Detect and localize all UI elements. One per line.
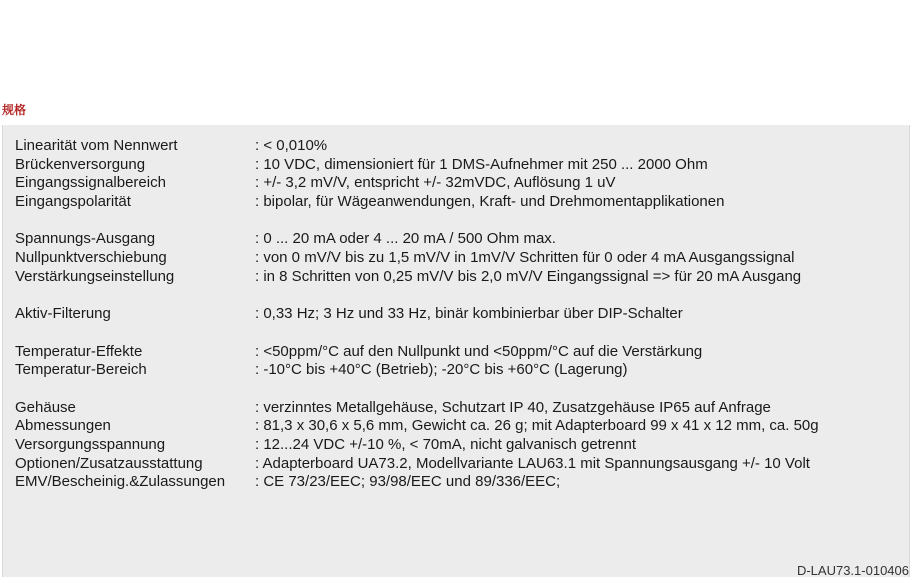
spec-value: : 10 VDC, dimensioniert für 1 DMS-Aufnehmer mit 250 ... 2000 Ohm <box>255 156 708 173</box>
spec-label: Abmessungen <box>15 417 111 434</box>
spec-value: : <50ppm/°C auf den Nullpunkt und <50ppm/°C auf die Verstärkung <box>255 343 703 360</box>
spec-value: : verzinntes Metallgehäuse, Schutzart IP 40, Zusatzgehäuse IP65 auf Anfrage <box>255 399 771 416</box>
spec-value: : von 0 mV/V bis zu 1,5 mV/V in 1mV/V Schritten für 0 oder 4 mA Ausgangssignal <box>255 249 795 266</box>
spec-panel <box>2 125 910 577</box>
spec-value: : 81,3 x 30,6 x 5,6 mm, Gewicht ca. 26 g; mit Adapterboard 99 x 41 x 12 mm, ca. 50g <box>255 417 819 434</box>
section-heading: 规格 <box>2 103 27 117</box>
spec-label: Gehäuse <box>15 399 76 416</box>
spec-label: Temperatur-Bereich <box>15 361 147 378</box>
spec-value: : 0 ... 20 mA oder 4 ... 20 mA / 500 Ohm max. <box>255 230 556 247</box>
spec-label: Temperatur-Effekte <box>15 343 143 360</box>
spec-value: : in 8 Schritten von 0,25 mV/V bis 2,0 mV/V Eingangssignal => für 20 mA Ausgang <box>255 268 802 285</box>
spec-value: : Adapterboard UA73.2, Modellvariante LAU63.1 mit Spannungsausgang +/- 10 Volt <box>255 455 810 472</box>
spec-label: Linearität vom Nennwert <box>15 137 178 154</box>
spec-label: Verstärkungseinstellung <box>15 268 175 285</box>
spec-label: Eingangspolarität <box>15 193 131 210</box>
spec-value: : 12...24 VDC +/-10 %, < 70mA, nicht galvanisch getrennt <box>255 436 637 453</box>
spec-label: Spannungs-Ausgang <box>15 230 156 247</box>
spec-value: : < 0,010% <box>255 137 328 154</box>
spec-label: Versorgungsspannung <box>15 436 166 453</box>
spec-label: Nullpunktverschiebung <box>15 249 167 266</box>
spec-value: : CE 73/23/EEC; 93/98/EEC und 89/336/EEC; <box>255 473 561 490</box>
spec-value: : +/- 3,2 mV/V, entspricht +/- 32mVDC, Auflösung 1 uV <box>255 174 616 191</box>
spec-value: : -10°C bis +40°C (Betrieb); -20°C bis +60°C (Lagerung) <box>255 361 628 378</box>
spec-value: : bipolar, für Wägeanwendungen, Kraft- und Drehmomentapplikationen <box>255 193 725 210</box>
spec-label: Brückenversorgung <box>15 156 146 173</box>
spec-label: EMV/Bescheinig.&Zulassungen <box>15 473 226 490</box>
document-code: D-LAU73.1-010406 <box>796 563 909 578</box>
spec-label: Eingangssignalbereich <box>15 174 166 191</box>
spec-label: Optionen/Zusatzausstattung <box>15 455 203 472</box>
spec-value: : 0,33 Hz; 3 Hz und 33 Hz, binär kombinierbar über DIP-Schalter <box>255 305 683 322</box>
spec-label: Aktiv-Filterung <box>15 305 111 322</box>
